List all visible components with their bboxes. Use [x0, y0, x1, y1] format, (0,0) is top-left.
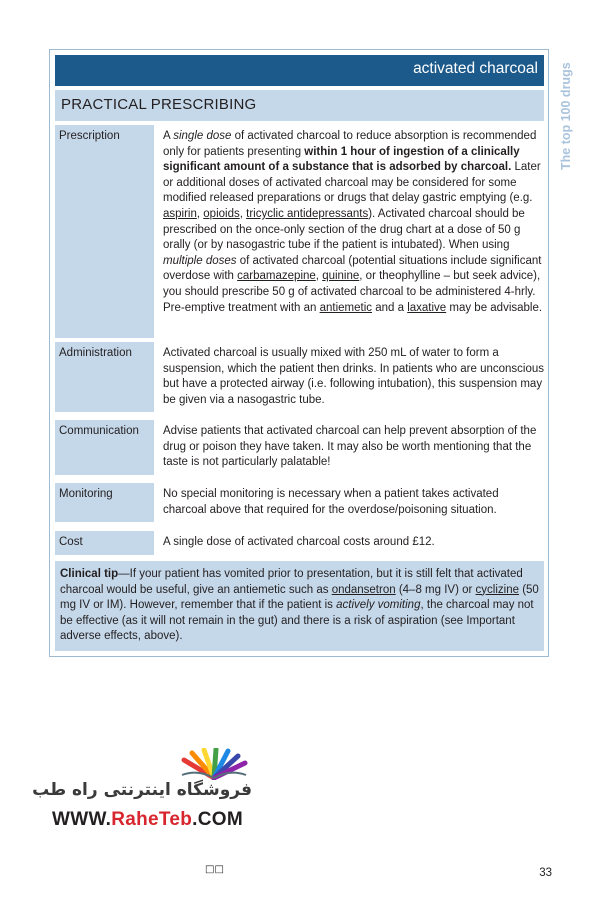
page-number: 33 [539, 867, 552, 879]
text-segment: multiple doses [163, 254, 237, 267]
drug-header-bar [55, 55, 544, 86]
cross-reference-link: opioids [203, 207, 240, 220]
drug-title: activated charcoal [413, 60, 538, 77]
row-body [163, 424, 544, 471]
text-segment: (4–8 mg IV) or [395, 583, 476, 596]
text-segment: single dose [173, 130, 232, 142]
clinical-tip-box [55, 561, 544, 651]
row-body [163, 535, 544, 551]
row-label: Prescription [55, 125, 154, 338]
text-segment: Clinical tip [60, 568, 119, 580]
text-segment: Activated charcoal is usually mixed with 250 mL of water to form a suspension, which the patient then drinks. In patients who are unconscious but have a protected airway (i.e. following intubation), this suspension may be given via a nasogastric tube. [163, 347, 545, 406]
cross-reference-link: ondansetron [331, 583, 396, 596]
cross-reference-link: tricyclic antidepressants [246, 207, 369, 220]
section-header-bar [55, 90, 544, 121]
text-segment: Advise patients that activated charcoal can help prevent absorption of the drug or poison they have taken. It may also be worth mentioning that the taste is not particularly palatable! [163, 425, 537, 469]
text-segment: and a [372, 301, 408, 314]
text-segment: , the charcoal may not be effective (as it will not remain in the gut) and there is a risk of aspiration (see Important adverse effects, above). [60, 599, 534, 643]
row-prescription [55, 125, 544, 338]
row-label: Cost [55, 531, 154, 555]
text-segment: A single dose of activated charcoal costs around £12. [163, 536, 435, 548]
cross-reference-link: laxative [407, 301, 447, 314]
running-side-label: The top 100 drugs [559, 62, 573, 170]
row-body [163, 129, 544, 316]
cross-reference-link: antiemetic [319, 301, 373, 314]
text-segment: , [196, 207, 204, 220]
text-segment: (50 mg IV or IM). However, remember that if the patient is [60, 583, 539, 612]
cross-reference-link: aspirin [163, 207, 197, 220]
text-segment: —If your patient has vomited prior to presentation, but it is still felt that activated charcoal would be useful, give an antiemetic such as [60, 568, 523, 596]
text-segment: of activated charcoal to reduce absorption is recommended only for patients presenting [163, 130, 537, 158]
text-segment: actively vomiting [336, 599, 421, 612]
row-label: Administration [55, 342, 154, 412]
row-communication [55, 420, 544, 475]
footer-marks: □□ [205, 864, 224, 875]
row-body [163, 346, 544, 408]
text-segment: may be advisable. [446, 301, 543, 314]
row-label: Communication [55, 420, 154, 475]
watermark-persian-text: فروشگاه اینترنتی راه طب [32, 780, 252, 800]
row-administration [55, 342, 544, 412]
book-fan-logo-icon [178, 748, 250, 780]
row-cost [55, 531, 544, 555]
text-segment: No special monitoring is necessary when a patient takes activated charcoal above that required for the overdose/poisoning situation. [163, 488, 499, 516]
text-segment: , [239, 207, 247, 220]
watermark-url: WWW.RaheTeb.COM [52, 809, 243, 830]
text-segment: of activated charcoal (potential situations include significant overdose with [163, 254, 542, 283]
text-segment: ). Activated charcoal should be prescribed on the once-only section of the drug chart at a dose of 50 g orally (or by nasogastric tube if the patient is intubated). When using [163, 207, 525, 252]
section-title: PRACTICAL PRESCRIBING [61, 96, 257, 113]
text-segment: within 1 hour of ingestion of a clinically significant amount of a substance that is adsorbed by charcoal. [163, 145, 520, 174]
row-label: Monitoring [55, 483, 154, 522]
cross-reference-link: carbamazepine [237, 270, 316, 283]
text-segment: , or theophylline – but seek advice), you should prescribe 50 g of activated charcoal to be administered 4-hrly. Pre-emptive treatment with an [163, 270, 541, 314]
row-body [163, 487, 544, 518]
cross-reference-link: quinine [322, 270, 360, 283]
text-segment: , [315, 270, 323, 283]
row-monitoring [55, 483, 544, 522]
text-segment: Later or additional doses of activated charcoal may be considered for some modified released preparations or drugs that delay gastric emptying (e.g. [163, 161, 541, 205]
cross-reference-link: cyclizine [475, 583, 519, 596]
text-segment: A [163, 130, 174, 142]
